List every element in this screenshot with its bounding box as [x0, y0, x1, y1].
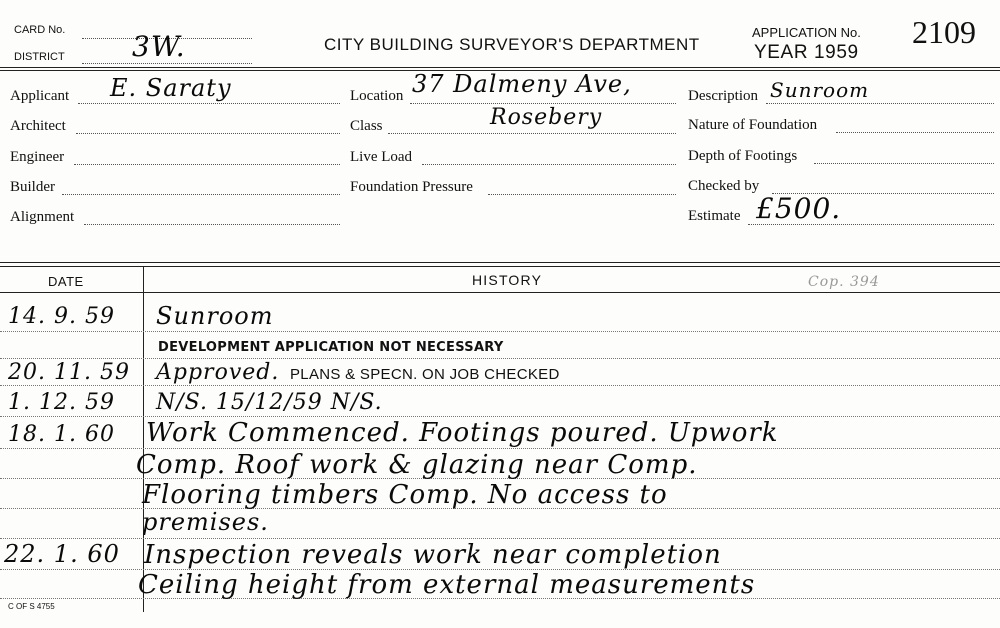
applicant-label: Applicant — [10, 88, 70, 104]
history-row-5-text: Work Commenced. Footings poured. Upwork — [146, 418, 779, 448]
description-label: Description — [688, 88, 758, 104]
department-title: CITY BUILDING SURVEYOR'S DEPARTMENT — [324, 35, 700, 54]
location-value-line1: 37 Dalmeny Ave, — [412, 70, 632, 98]
history-row-9-text: Inspection reveals work near completion — [144, 540, 722, 570]
history-row-4-text: N/S. 15/12/59 N/S. — [156, 390, 383, 415]
plans-checked-typed: PLANS & SPECN. ON JOB CHECKED — [290, 366, 560, 383]
history-row-1-date: 14. 9. 59 — [8, 304, 115, 329]
history-row-9-date: 22. 1. 60 — [4, 540, 120, 568]
district-value: 3W. — [132, 30, 186, 63]
history-row-6-text: Comp. Roof work & glazing near Comp. — [136, 450, 698, 480]
builder-label: Builder — [10, 179, 55, 195]
history-row-5-date: 18. 1. 60 — [8, 422, 115, 447]
form-code: C OF S 4755 — [8, 602, 55, 611]
history-column-header: HISTORY — [472, 272, 543, 288]
history-row-3-date: 20. 11. 59 — [8, 360, 130, 385]
applicant-value: E. Saraty — [110, 74, 232, 102]
estimate-value: £500. — [756, 192, 842, 225]
history-row-10-text: Ceiling height from external measurements — [138, 570, 756, 600]
architect-label: Architect — [10, 118, 66, 134]
estimate-label: Estimate — [688, 208, 741, 224]
alignment-label: Alignment — [10, 209, 75, 225]
card-no-label: CARD No. — [14, 24, 66, 36]
year-label: YEAR 1959 — [754, 42, 859, 63]
engineer-label: Engineer — [10, 149, 65, 165]
class-label: Class — [350, 118, 383, 134]
description-value: Sunroom — [770, 78, 870, 102]
date-column-header: DATE — [48, 274, 84, 289]
district-label: DISTRICT — [14, 51, 65, 63]
depth-of-footings-label: Depth of Footings — [688, 148, 798, 164]
development-stamp: DEVELOPMENT APPLICATION NOT NECESSARY — [158, 340, 504, 355]
application-number: 2109 — [912, 14, 976, 50]
history-row-1-text: Sunroom — [156, 302, 274, 330]
history-row-8-text: premises. — [142, 508, 269, 536]
live-load-label: Live Load — [350, 149, 413, 165]
foundation-pressure-label: Foundation Pressure — [350, 179, 473, 195]
location-value-line2: Rosebery — [490, 105, 603, 130]
nature-of-foundation-label: Nature of Foundation — [688, 117, 818, 133]
history-row-7-text: Flooring timbers Comp. No access to — [142, 480, 668, 510]
history-row-3-text: Approved. — [156, 360, 280, 385]
application-label: APPLICATION No. — [752, 25, 861, 40]
history-row-4-date: 1. 12. 59 — [8, 390, 115, 415]
faint-note: Cop. 394 — [808, 274, 880, 290]
location-label: Location — [350, 88, 404, 104]
checked-by-label: Checked by — [688, 178, 760, 194]
